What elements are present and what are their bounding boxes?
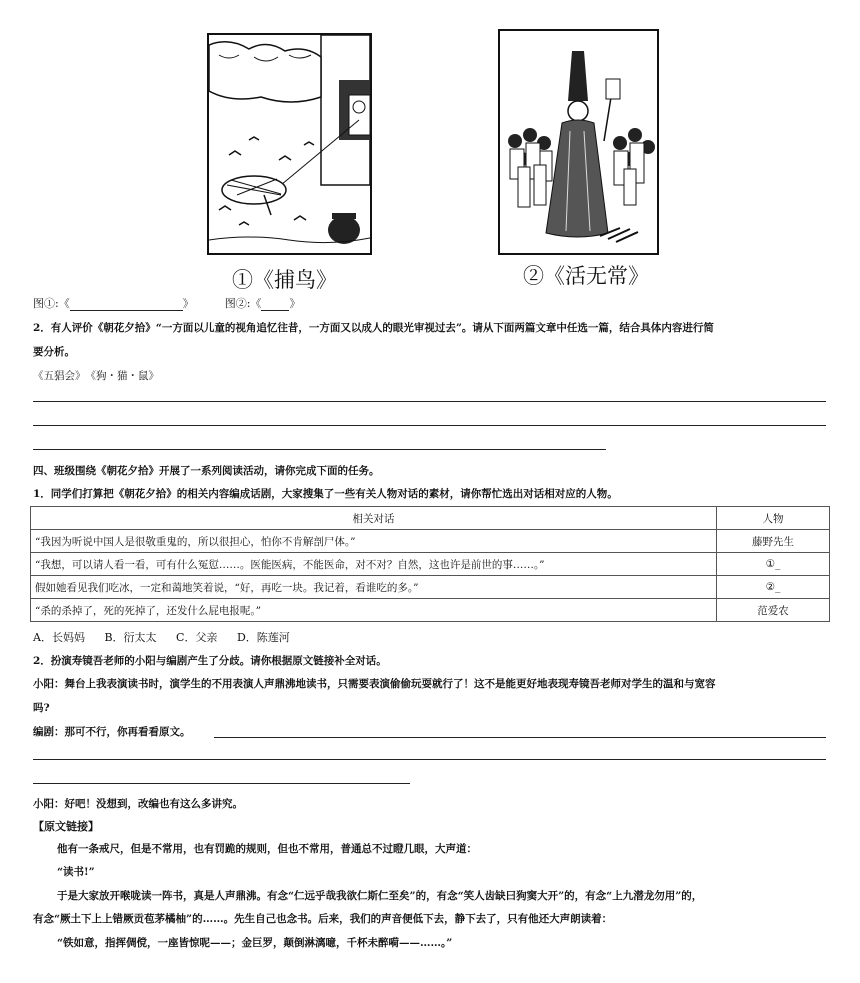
choice-c[interactable]: C．父亲 xyxy=(176,631,218,644)
section4-heading: 四、班级围绕《朝花夕拾》开展了一系列阅读活动，请你完成下面的任务。 xyxy=(33,465,380,477)
original-para3-line1: 于是大家放开喉咙读一阵书，真是人声鼎沸。有念“仁远乎哉我欲仁斯仁至矣”的，有念“笑人齿缺曰狗窦大开”的，有念“上九潜龙勿用”的， xyxy=(57,890,703,902)
choice-a[interactable]: A．长妈妈 xyxy=(33,631,85,644)
header-person: 人物 xyxy=(717,507,830,530)
person-blank-2[interactable]: ②_ xyxy=(717,576,830,599)
caption-pic1: ①《捕鸟》 xyxy=(232,268,337,292)
dialogue-cell: “我因为听说中国人是很敬重鬼的，所以很担心，怕你不肯解剖尸体。” xyxy=(31,530,717,553)
table-header-row xyxy=(31,507,830,530)
bianju-line: 编剧：那可不行，你再看看原文。 xyxy=(33,726,191,738)
table-row xyxy=(31,576,830,599)
section4-q1: 1．同学们打算把《朝花夕拾》的相关内容编成话剧，大家搜集了一些有关人物对话的素材，请你帮忙选出对话相对应的人物。 xyxy=(33,488,618,500)
illustration-catching-birds xyxy=(207,33,372,255)
bianju-answer-line-1[interactable] xyxy=(214,737,826,738)
choice-list xyxy=(33,629,290,645)
q2-text-line1: 2．有人评价《朝花夕拾》“一方面以儿童的视角追忆往昔，一方面又以成人的眼光审视过去”。请从下面两篇文章中任选一篇，结合具体内容进行简 xyxy=(33,322,714,334)
q2-text-line2: 要分析。 xyxy=(33,346,75,358)
answer-line-1[interactable] xyxy=(33,401,826,402)
table-row xyxy=(31,530,830,553)
choice-b[interactable]: B．衍太太 xyxy=(104,631,157,644)
pic1-answer-blank[interactable] xyxy=(70,297,183,311)
pic1-close: 》 xyxy=(182,297,194,310)
catching-birds-drawing xyxy=(209,35,370,253)
original-para2: “读书!” xyxy=(57,866,95,878)
person-cell: 范爱农 xyxy=(717,599,830,622)
dialogue-cell: “杀的杀掉了，死的死掉了，还发什么屁电报呢。” xyxy=(31,599,717,622)
huo-wuchang-drawing xyxy=(500,31,657,253)
choice-d[interactable]: D．陈莲河 xyxy=(236,631,290,644)
xiaoyang-line2: 小阳：好吧！没想到，改编也有这么多讲究。 xyxy=(33,798,243,810)
caption-pic2: ②《活无常》 xyxy=(523,264,649,288)
person-blank-1[interactable]: ①_ xyxy=(717,553,830,576)
answer-line-2[interactable] xyxy=(33,425,826,426)
picture-answer-line xyxy=(33,295,300,311)
header-dialogue: 相关对话 xyxy=(31,507,717,530)
dialogue-cell: “我想，可以请人看一看，可有什么冤愆……。医能医病，不能医命，对不对？自然，这也许是前世的事……。” xyxy=(31,553,717,576)
illustration-huo-wuchang xyxy=(498,29,659,255)
person-cell: 藤野先生 xyxy=(717,530,830,553)
pic2-label: 图②:《 xyxy=(224,297,262,310)
dialogue-table xyxy=(30,506,830,622)
original-para1: 他有一条戒尺，但是不常用，也有罚跪的规则，但也不常用，普通总不过瞪几眼，大声道： xyxy=(57,843,477,855)
original-para4: “铁如意，指挥倜傥，一座皆惊呢——；金巨罗，颠倒淋漓噫，千杯未醉嗬——……。” xyxy=(57,937,453,949)
q2-options: 《五猖会》 《狗・猫・鼠》 xyxy=(33,370,159,382)
dialogue-cell: 假如她看见我们吃冰，一定和蔼地笑着说，“好，再吃一块。我记着，看谁吃的多。” xyxy=(31,576,717,599)
table-row xyxy=(31,553,830,576)
pic2-close: 》 xyxy=(289,297,301,310)
pic1-label: 图①:《 xyxy=(33,297,70,310)
bianju-answer-line-2[interactable] xyxy=(33,759,826,760)
table-row xyxy=(31,599,830,622)
answer-line-3[interactable] xyxy=(33,449,606,450)
pic2-answer-blank[interactable] xyxy=(261,297,289,311)
original-link-title: 【原文链接】 xyxy=(33,820,99,833)
section4-q2: 2．扮演寿镜吾老师的小阳与编剧产生了分歧。请你根据原文链接补全对话。 xyxy=(33,655,387,667)
bianju-answer-line-3[interactable] xyxy=(33,783,410,784)
xiaoyang-line1-cont: 吗? xyxy=(33,702,50,714)
original-para3-line2: 有念“厥土下上上错厥贡苞茅橘柚”的……。先生自己也念书。后来，我们的声音便低下去，静下去了，只有他还大声朗读着： xyxy=(33,913,613,925)
xiaoyang-line1: 小阳：舞台上我表演读书时，演学生的不用表演人声鼎沸地读书，只需要表演偷偷玩耍就行了！这不是能更好地表现寿镜吾老师对学生的温和与宽容 xyxy=(33,678,716,690)
